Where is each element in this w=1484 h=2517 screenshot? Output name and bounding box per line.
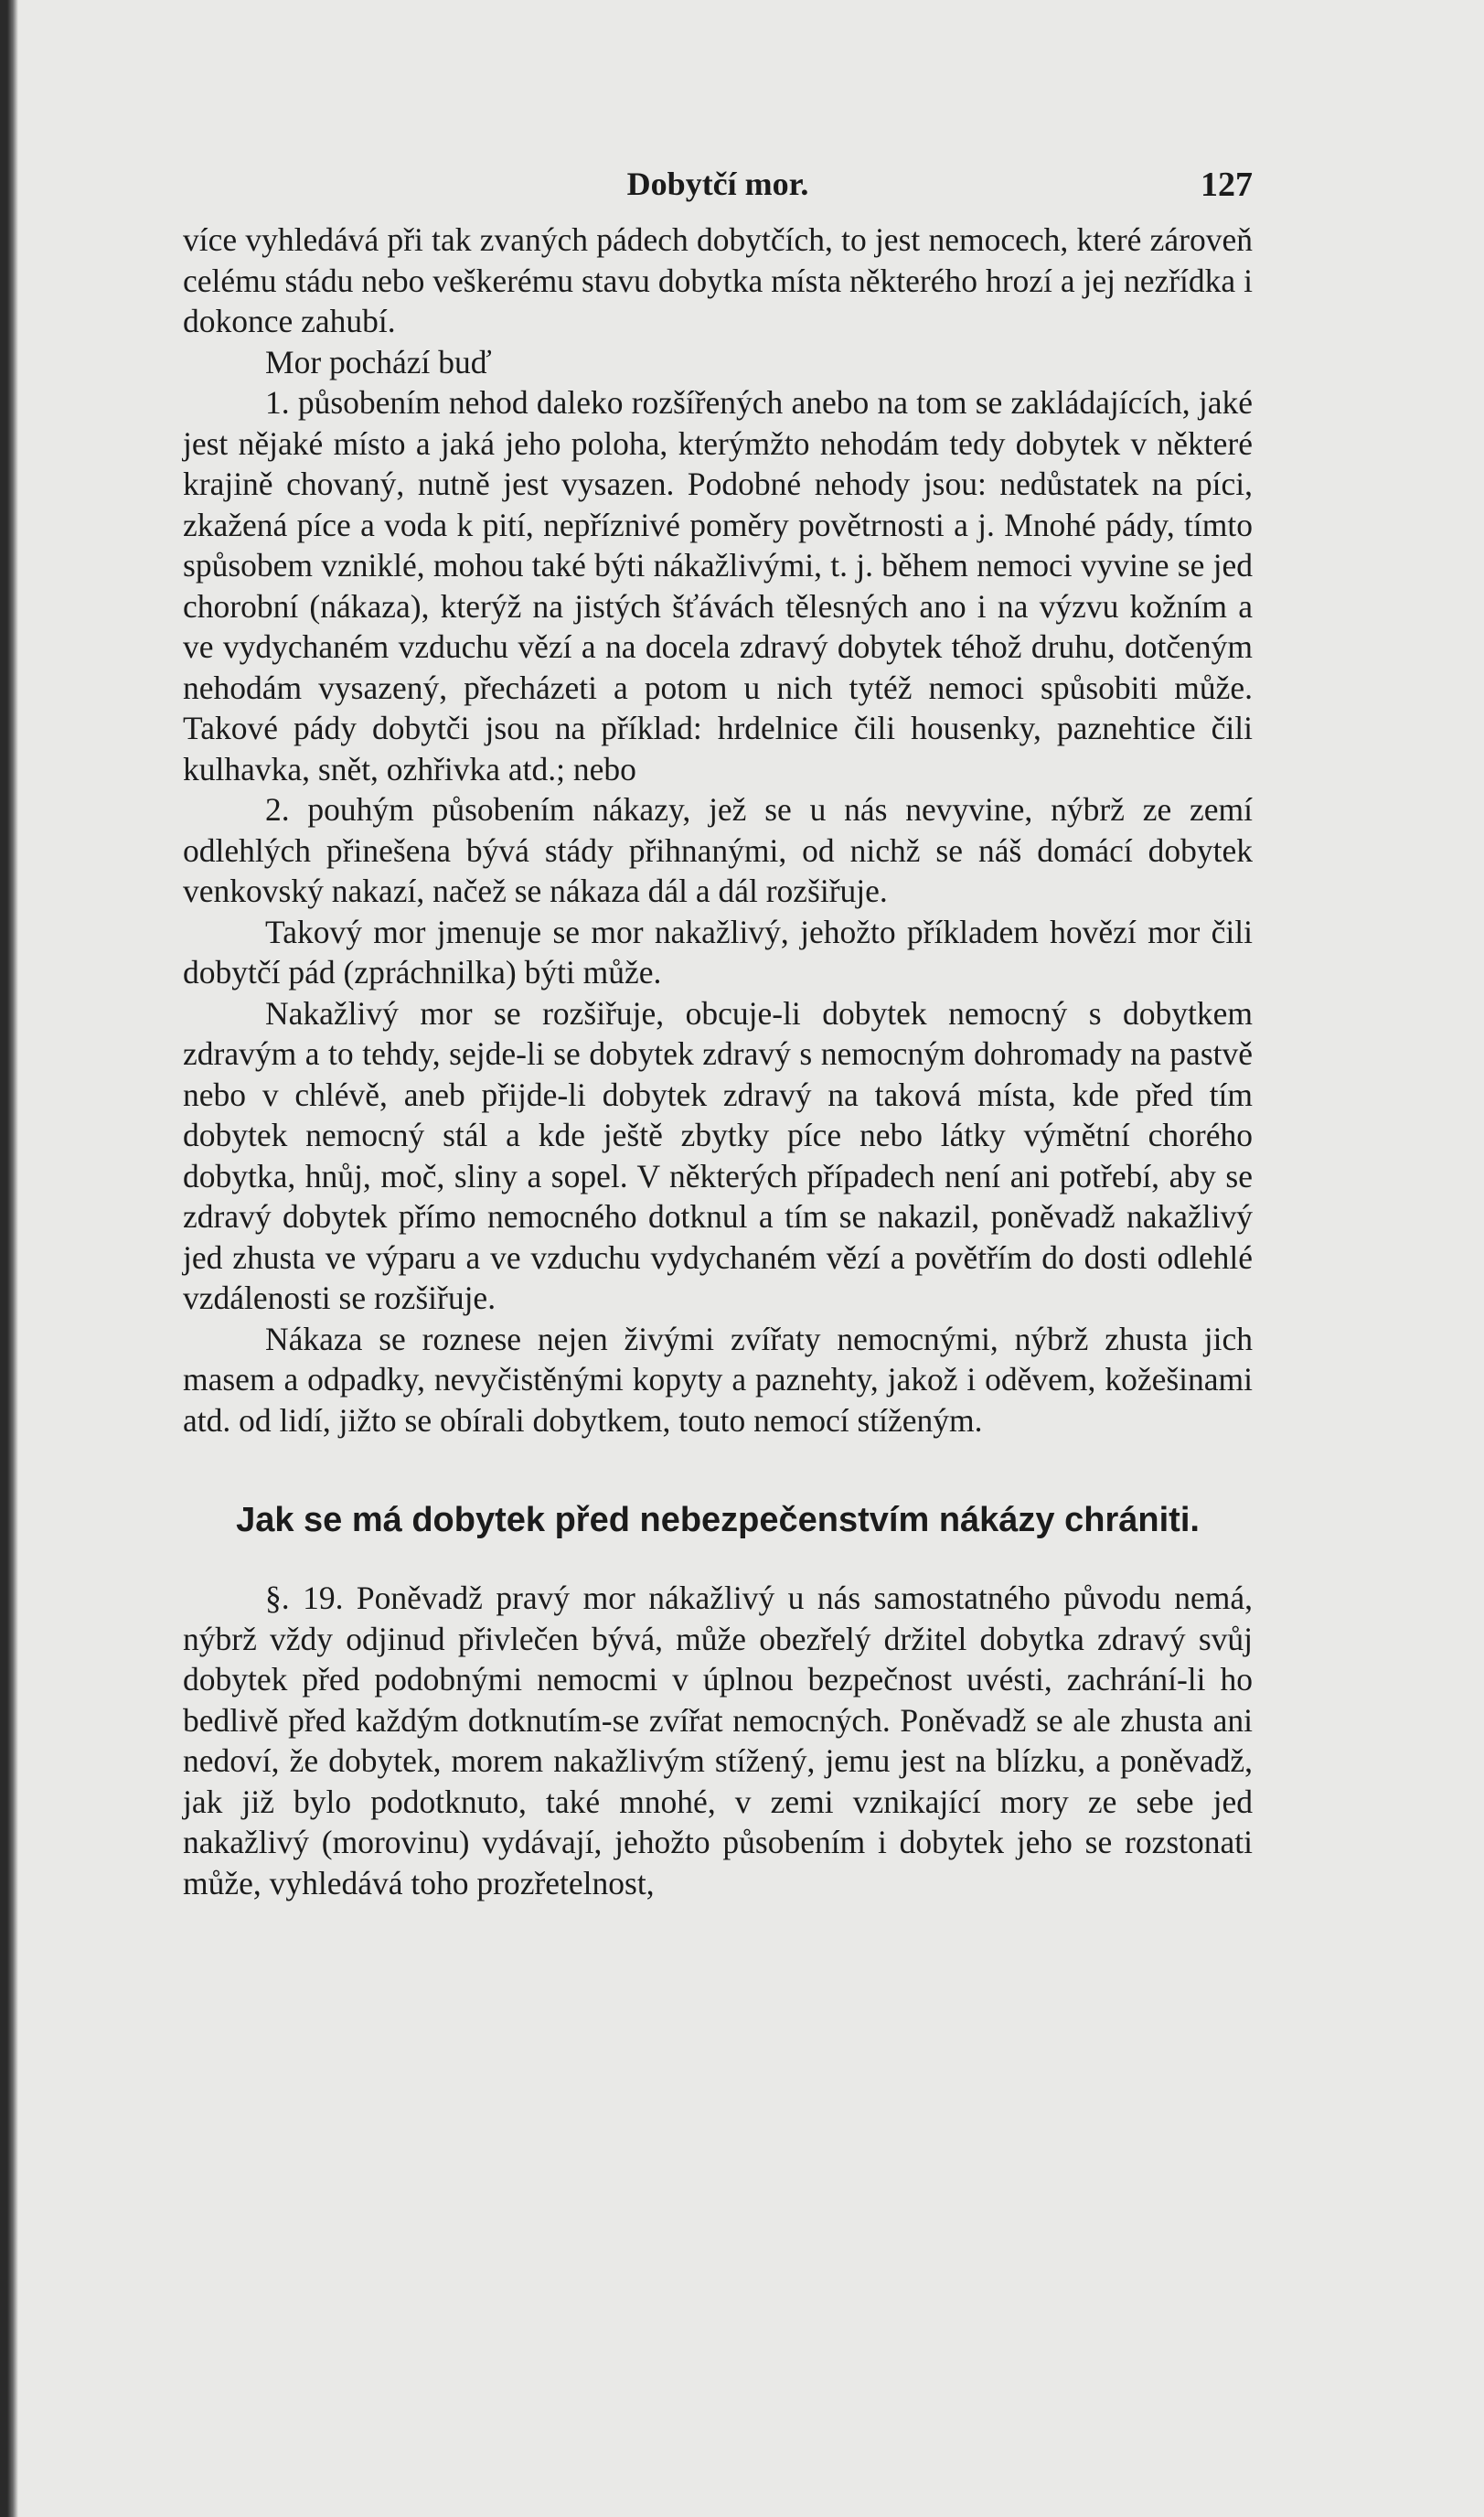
paragraph-spreading: Nakažlivý mor se rozšiřuje, obcuje-li dobytek nemocný s dobytkem zdravým a to tehdy, sejde-li se dobytek zdravý s nemocným dohromady na pastvě nebo v chlévě, aneb přijde-li dobytek zdravý na taková místa, kde před tím dobytek nemocný stál a kde ještě zbytky píce nebo látky výmětní chorého dobytka, hnůj, moč, sliny a sopel. V některých případech není ani potřebí, aby se zdravý dobytek přímo nemocného dotknul a tím se nakazil, poněvadž nakažlivý jed zhusta ve výparu a ve vzduchu vydychaném vězí a povětřím do dosti odlehlé vzdálenosti se rozšiřuje. <box>183 994 1253 1316</box>
paragraph-transmission: Nákaza se roznese nejen živými zvířaty nemocnými, nýbrž zhusta jich masem a odpadky, nevyčistěnými kopyty a paznehty, jakož i oděvem, kožešinami atd. od lidí, jižto se obírali dobytkem, touto nemocí stíženým. <box>183 1320 1253 1439</box>
section-heading: Jak se má dobytek před nebezpečenstvím nákázy chrániti. <box>236 1501 1200 1539</box>
scan-edge-shadow <box>0 0 18 2517</box>
paragraph-point-1: 1. působením nehod daleko rozšířených anebo na tom se zakládajících, jaké jest nějaké místo a jaká jeho poloha, kterýmžto nehodám tedy dobytek v některé krajině chovaný, nutně jest vysazen. Podobné nehody jsou: nedůstatek na píci, zkažená píce a voda k pití, nepříznivé poměry povětrnosti a j. Mnohé pády, tímto spůsobem vzniklé, mohou také býti nákažlivými, t. j. během nemoci vyvine se jed chorobní (nákaza), kterýž na jistých šťávách tělesných ano i na výzvu kožním a ve vydychaném vzduchu vězí a na docela zdravý dobytek téhož druhu, dotčeným nehodám vysazený, přecházeti a potom u nich tytéž nemoci spůsobiti může. Takové pády dobytči jsou na příklad: hrdelnice čili housenky, paznehtice čili kulhavka, snět, ozhřivka atd.; nebo <box>183 384 1253 787</box>
paragraph-mor-origin: Mor pochází buď <box>265 343 492 380</box>
paragraph-point-2: 2. pouhým působením nákazy, jež se u nás nevyvine, nýbrž ze zemí odlehlých přinešena bývá stády přihnanými, od nichž se náš domácí dobytek venkovský nakazí, načež se nákaza dál a dál rozšiřuje. <box>183 791 1253 909</box>
paragraph-contagious-mor: Takový mor jmenuje se mor nakažlivý, jehožto příkladem hovězí mor čili dobytčí pád (zpráchnilka) býti může. <box>183 913 1253 991</box>
page-number: 127 <box>1201 166 1253 204</box>
book-page <box>183 165 1253 1903</box>
page-header <box>183 165 1253 220</box>
running-title: Dobytčí mor. <box>626 166 809 202</box>
paragraph-section-19: §. 19. Poněvadž pravý mor nákažlivý u nás samostatného původu nemá, nýbrž vždy odjinud přivlečen bývá, může obezřelý držitel dobytka zdravý svůj dobytek před podobnými nemocmi v úplnou bezpečnost uvésti, zachrání-li ho bedlivě před každým dotknutím-se zvířat nemocných. Poněvadž se ale zhusta ani nedoví, že dobytek, morem nakažlivým stížený, jemu jest na blízku, a poněvadž, jak již bylo podotknuto, také mnohé, v zemi vznikající mory ze sebe jed nakažlivý (morovinu) vydávají, jehožto působením i dobytek jeho se rozstonati může, vyhledává toho prozřetelnost, <box>183 1580 1253 1901</box>
paragraph-continuation: více vyhledává při tak zvaných pádech dobytčích, to jest nemocech, které zároveň celému stádu nebo veškerému stavu dobytka místa některého hrozí a jej nezřídka i dokonce zahubí. <box>183 221 1253 339</box>
